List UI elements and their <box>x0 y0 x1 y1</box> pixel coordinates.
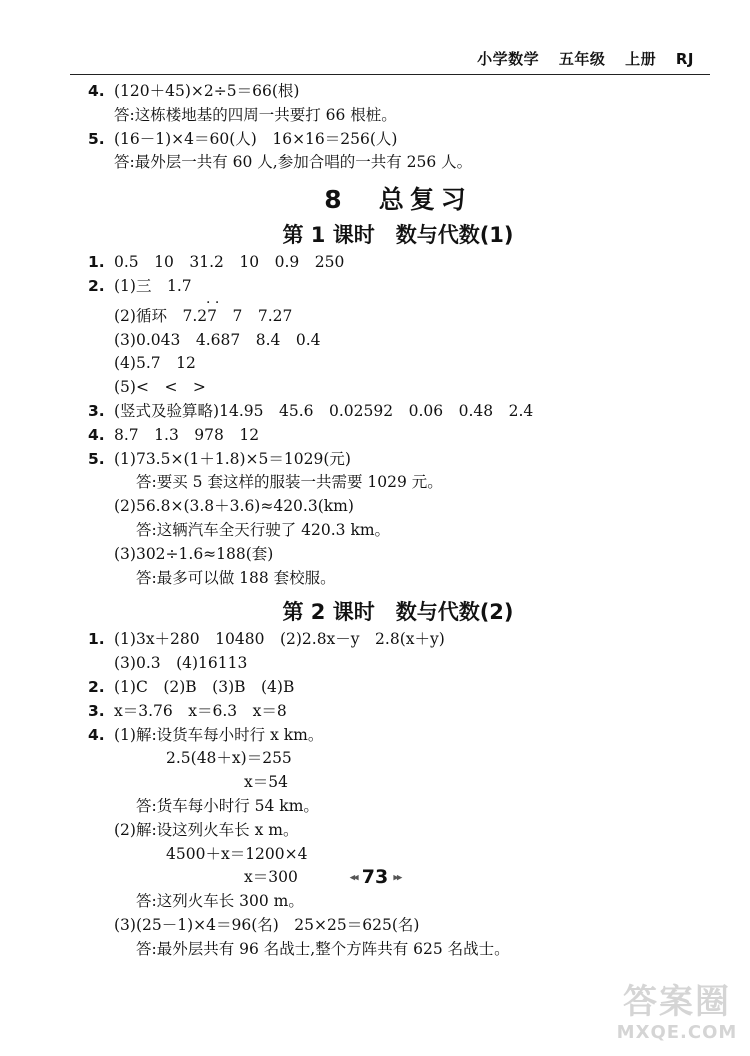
answer-line <box>88 329 708 353</box>
answer-content <box>88 80 708 962</box>
answer-line <box>88 128 708 152</box>
prev-arrows-icon: ◂◂ <box>349 870 357 884</box>
answer-line <box>88 104 708 128</box>
answer-text: (3)0.3 (4)16113 <box>114 654 248 673</box>
answer-text: 答:最外层一共有 60 人,参加合唱的一共有 256 人。 <box>114 153 473 172</box>
answer-text: (1)三 1.7 <box>114 276 192 295</box>
answer-text: x＝300 <box>244 868 298 887</box>
answer-text: 答:这栋楼地基的四周一共要打 66 根桩。 <box>114 105 397 124</box>
answer-text: 答:最外层共有 96 名战士,整个方阵共有 625 名战士。 <box>136 939 510 958</box>
answer-text: 4500＋x＝1200×4 <box>166 844 308 863</box>
page-number: 73 <box>361 866 389 888</box>
answer-line <box>88 424 708 448</box>
answer-line <box>88 294 708 329</box>
answer-text: x＝54 <box>244 773 288 792</box>
answer-text: 答:最多可以做 188 套校服。 <box>136 568 336 587</box>
answer-line <box>88 543 708 567</box>
question-number: 5. <box>88 449 105 468</box>
header-rule <box>70 74 710 75</box>
answer-text: (1)C (2)B (3)B (4)B <box>114 677 295 696</box>
chapter-title: 8 总复习 <box>324 185 472 215</box>
answer-line <box>88 700 708 724</box>
answer-line <box>88 400 708 424</box>
header-grade: 五年级 <box>558 50 606 68</box>
watermark-logo <box>612 982 742 1052</box>
answer-text: 2.5(48＋x)＝255 <box>166 749 292 768</box>
lesson-title: 第 2 课时 数与代数(2) <box>282 600 514 625</box>
answer-line <box>88 448 708 472</box>
answer-line <box>88 251 708 275</box>
question-number: 1. <box>88 630 105 649</box>
answer-line <box>88 914 708 938</box>
answer-text: 答:这辆汽车全天行驶了 420.3 km。 <box>136 520 391 539</box>
watermark-url: MXQE.COM <box>616 1022 738 1043</box>
watermark-text: 答案圈 <box>623 982 731 1022</box>
answer-text: 答:这列火车长 300 m。 <box>136 892 304 911</box>
answer-text: 8.7 1.3 978 12 <box>114 425 260 444</box>
next-arrows-icon: ▸▸ <box>393 870 401 884</box>
answer-line <box>88 652 708 676</box>
answer-text: (竖式及验算略)14.95 45.6 0.02592 0.06 0.48 2.4 <box>114 401 534 420</box>
question-number: 5. <box>88 129 105 148</box>
question-number: 3. <box>88 701 105 720</box>
answer-line <box>88 747 708 771</box>
answer-line <box>88 676 708 700</box>
answer-line <box>88 890 708 914</box>
answer-text: (16－1)×4＝60(人) 16×16＝256(人) <box>114 129 398 148</box>
answer-text: 0.5 10 31.2 10 0.9 250 <box>114 253 345 272</box>
lesson-title: 第 1 课时 数与代数(1) <box>282 223 514 248</box>
answer-line <box>88 151 708 175</box>
answer-text: (3)(25－1)×4＝96(名) 25×25＝625(名) <box>114 915 420 934</box>
answer-text: (3)0.043 4.687 8.4 0.4 <box>114 330 321 349</box>
answer-text: 答:货车每小时行 54 km。 <box>136 796 319 815</box>
answer-line <box>88 819 708 843</box>
recurring-dots: · · <box>206 294 220 311</box>
answer-text: 答:要买 5 套这样的服装一共需要 1029 元。 <box>136 473 443 492</box>
answer-text: (1)3x＋280 10480 (2)2.8x－y 2.8(x＋y) <box>114 630 445 649</box>
answer-text: (5)< < > <box>114 378 206 397</box>
answer-line <box>88 352 708 376</box>
answer-line <box>88 724 708 748</box>
answer-text: (2)循环 7.27 7 7.27 <box>114 306 293 325</box>
question-number: 2. <box>88 677 105 696</box>
question-number: 1. <box>88 253 105 272</box>
answer-text: (1)73.5×(1＋1.8)×5＝1029(元) <box>114 449 351 468</box>
answer-text: (1)解:设货车每小时行 x km。 <box>114 725 324 744</box>
question-number: 4. <box>88 425 105 444</box>
answer-line <box>88 80 708 104</box>
answer-line <box>88 376 708 400</box>
question-number: 4. <box>88 725 105 744</box>
answer-line <box>88 771 708 795</box>
page-header <box>463 48 694 69</box>
answer-line <box>88 519 708 543</box>
question-number: 3. <box>88 401 105 420</box>
answer-line <box>88 938 708 962</box>
answer-text: (3)302÷1.6≈188(套) <box>114 544 274 563</box>
answer-line <box>88 567 708 591</box>
answer-text: (2)56.8×(3.8＋3.6)≈420.3(km) <box>114 497 354 516</box>
question-number: 2. <box>88 276 105 295</box>
answer-text: (2)解:设这列火车长 x m。 <box>114 820 299 839</box>
page-footer <box>0 866 750 888</box>
header-edition: RJ <box>675 50 694 68</box>
answer-line <box>88 495 708 519</box>
answer-line <box>88 471 708 495</box>
header-subject: 小学数学 <box>477 50 540 68</box>
answer-text: (4)5.7 12 <box>114 354 196 373</box>
answer-line <box>88 795 708 819</box>
answer-line <box>88 628 708 652</box>
answer-text: x＝3.76 x＝6.3 x＝8 <box>114 701 287 720</box>
question-number: 4. <box>88 82 105 100</box>
answer-line <box>88 275 708 299</box>
answer-line <box>88 843 708 867</box>
header-volume: 上册 <box>625 50 657 68</box>
answer-text: (120＋45)×2÷5＝66(根) <box>114 82 300 100</box>
